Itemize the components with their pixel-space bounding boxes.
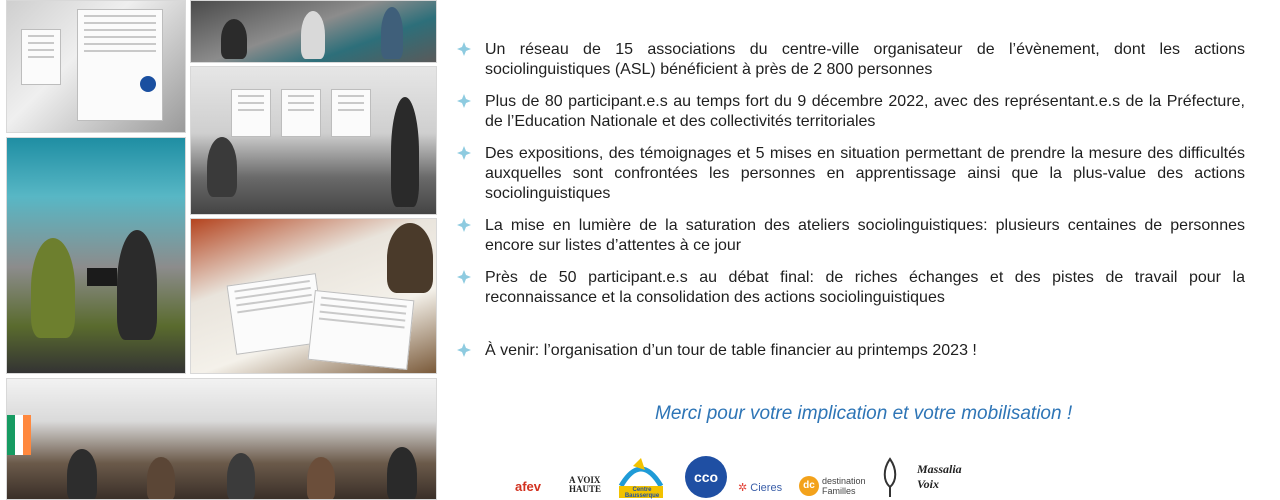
cieres-logo: ✲ Cieres [738,482,783,494]
person [301,11,325,59]
person [307,457,335,500]
list-item [455,268,1245,308]
cco-logo: cco [685,456,727,498]
list-item [455,144,1245,204]
diamond-bullet-icon [457,94,471,108]
flag [7,415,31,455]
list-item [455,341,1245,361]
poster [331,89,371,137]
afev-logo: afev [515,479,542,494]
laptop [87,268,117,286]
person [67,449,97,500]
opera-mundi-logo [877,455,903,500]
list-item [455,40,1245,80]
diamond-bullet-icon [457,146,471,160]
list-item [455,92,1245,132]
person [391,97,419,207]
poster [231,89,271,137]
poster [21,29,61,85]
photo-final-debate-audience [6,378,437,500]
poster [281,89,321,137]
diamond-bullet-icon [457,343,471,357]
photo-workshop-laptop [6,137,186,374]
list-item-text: Des expositions, des témoignages et 5 mises en situation permettant de prendre la mesure des difficultés auxquelles sont confrontées les personnes en apprentissage ainsi que la plus-value des actions sociolinguistiques [485,145,1245,202]
diamond-bullet-icon [457,218,471,232]
person [207,137,237,197]
diamond-bullet-icon [457,270,471,284]
photo-documents-table [190,218,437,374]
person [147,457,175,500]
list-item-text: Plus de 80 participant.e.s au temps fort du 9 décembre 2022, avec des représentant.e.s de la Préfecture, de l’Education Nationale et des collectivités territoriales [485,93,1245,130]
person [227,453,255,500]
person [381,7,403,59]
person [387,447,417,500]
list-item-text: Un réseau de 15 associations du centre-ville organisateur de l’évènement, dont les actions sociolinguistiques (ASL) bénéficient à près de 2 800 personnes [485,41,1245,78]
person [117,230,157,340]
thank-you-message: Merci pour votre implication et votre mobilisation ! [655,403,1073,424]
highlights-list [455,40,1245,361]
document [308,290,415,370]
list-item-text: À venir: l’organisation d’un tour de table financier au printemps 2023 ! [485,342,977,359]
cco-logo-dot [140,76,156,92]
destination-familles-logo: dc destination Familles [799,476,866,496]
poster [77,9,163,121]
photo-exhibition-room [190,66,437,215]
centre-bausserque-logo: Centre Bausserque [615,456,667,500]
diamond-bullet-icon [457,42,471,56]
person [387,223,433,293]
list-item-text: La mise en lumière de la saturation des ateliers sociolinguistiques: plusieurs centaines de personnes encore sur listes d’attentes à ce jour [485,217,1245,254]
photo-discussion-table [190,0,437,63]
person [31,238,75,338]
list-item [455,216,1245,256]
photo-exhibition-posters [6,0,186,133]
massalia-voix-logo: Massalia Voix [917,462,962,491]
person [221,19,247,59]
a-voix-haute-logo: A VOIX HAUTE [569,475,602,494]
partner-logos [515,455,985,500]
list-item-text: Près de 50 participant.e.s au débat final: de riches échanges et des pistes de travail pour la reconnaissance et la consolidation des actions sociolinguistiques [485,269,1245,306]
